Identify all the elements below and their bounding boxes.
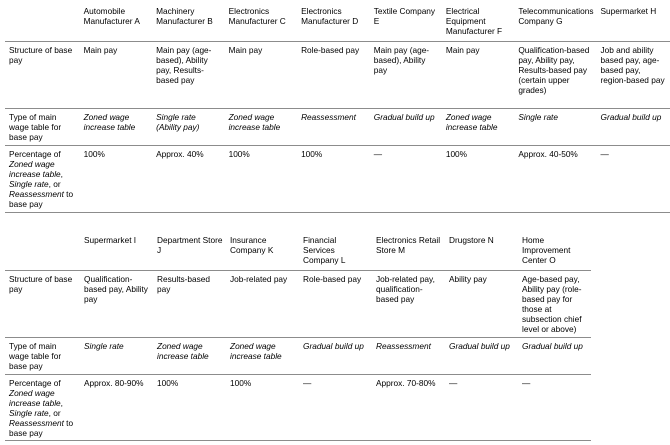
structure-cell: Qualification-based pay, Ability pay, Results-based pay (certain upper grades): [514, 41, 596, 108]
company-header: Department Store J: [157, 235, 223, 255]
company-header: Supermarket I: [84, 235, 137, 245]
structure-cell: Job-related pay: [226, 270, 299, 337]
company-header: Home Improvement Center O: [522, 235, 571, 265]
row-label-type: Type of main wage table for base pay: [5, 337, 80, 374]
label-part: Reassessment: [9, 417, 64, 428]
percentage-cell: —: [596, 145, 670, 212]
header-empty-cell: [5, 232, 80, 270]
row-label-structure: Structure of base pay: [5, 41, 80, 108]
structure-cell: Job and ability based pay, age-based pay, region-based pay: [596, 41, 670, 108]
type-cell: Single rate: [80, 337, 153, 374]
type-cell: Gradual build up: [445, 337, 518, 374]
type-cell: Reassessment: [372, 337, 445, 374]
company-header: Insurance Company K: [230, 235, 274, 255]
percentage-cell: Approx. 80-90%: [80, 374, 153, 440]
label-part: , or: [48, 178, 61, 189]
type-cell: Single rate (Ability pay): [152, 108, 224, 145]
percentage-row: [5, 374, 591, 440]
percentage-cell: 100%: [297, 145, 370, 212]
type-cell: Gradual build up: [596, 108, 670, 145]
percentage-cell: Approx. 70-80%: [372, 374, 445, 440]
label-part: ,: [60, 397, 63, 408]
percentage-cell: Approx. 40-50%: [514, 145, 596, 212]
header-empty-cell: [5, 3, 80, 41]
type-cell: Single rate: [514, 108, 596, 145]
percentage-row: [5, 145, 670, 212]
type-row: [5, 337, 591, 374]
structure-cell: Main pay (age-based), Ability pay: [370, 41, 442, 108]
row-label-percentage: [5, 145, 80, 212]
wage-table-2: [5, 232, 591, 441]
type-cell: Gradual build up: [370, 108, 442, 145]
row-label-type: Type of main wage table for base pay: [5, 108, 80, 145]
structure-cell: Main pay: [80, 41, 152, 108]
company-header: Supermarket H: [600, 6, 657, 16]
structure-cell: Job-related pay, qualification-based pay: [372, 270, 445, 337]
structure-cell: Age-based pay, Ability pay (role-based pay for those at subsection chief level or above): [518, 270, 591, 337]
percentage-cell: —: [299, 374, 372, 440]
structure-cell: Role-based pay: [299, 270, 372, 337]
header-row: [5, 232, 591, 270]
label-part: to base pay: [9, 188, 74, 209]
percentage-cell: 100%: [226, 374, 299, 440]
percentage-cell: 100%: [80, 145, 152, 212]
structure-cell: Main pay (age-based), Ability pay, Results-based pay: [152, 41, 224, 108]
percentage-cell: —: [370, 145, 442, 212]
label-part: Percentage of: [9, 148, 61, 159]
label-part: to base pay: [9, 417, 74, 438]
label-part: Reassessment: [9, 188, 64, 199]
company-header: Electronics Retail Store M: [376, 235, 441, 255]
structure-row: [5, 41, 670, 108]
structure-cell: Qualification-based pay, Ability pay: [80, 270, 153, 337]
type-cell: Zoned wage increase table: [226, 337, 299, 374]
row-label-percentage: [5, 374, 80, 440]
label-part: Single rate: [9, 407, 49, 418]
structure-cell: Main pay: [442, 41, 514, 108]
type-cell: Zoned wage increase table: [80, 108, 152, 145]
structure-cell: Role-based pay: [297, 41, 370, 108]
type-cell: Zoned wage increase table: [225, 108, 297, 145]
percentage-cell: 100%: [153, 374, 226, 440]
structure-cell: Results-based pay: [153, 270, 226, 337]
label-part: ,: [60, 168, 63, 179]
type-cell: Zoned wage increase table: [153, 337, 226, 374]
header-row: [5, 3, 670, 41]
company-header: Electronics Manufacturer D: [301, 6, 359, 26]
type-cell: Gradual build up: [299, 337, 372, 374]
percentage-cell: —: [445, 374, 518, 440]
type-cell: Zoned wage increase table: [442, 108, 514, 145]
company-header: Electronics Manufacturer C: [228, 6, 286, 26]
structure-row: [5, 270, 591, 337]
type-row: [5, 108, 670, 145]
company-header: Telecommunications Company G: [518, 6, 594, 26]
company-header: Financial Services Company L: [303, 235, 346, 265]
label-part: Percentage of: [9, 377, 61, 388]
company-header: Drugstore N: [449, 235, 494, 245]
type-cell: Gradual build up: [518, 337, 591, 374]
company-header: Automobile Manufacturer A: [83, 6, 140, 26]
percentage-cell: —: [518, 374, 591, 440]
company-header: Textile Company E: [373, 6, 436, 26]
percentage-cell: 100%: [442, 145, 514, 212]
structure-cell: Main pay: [225, 41, 297, 108]
row-label-structure: Structure of base pay: [5, 270, 80, 337]
wage-table-1: [5, 3, 670, 213]
company-header: Machinery Manufacturer B: [156, 6, 213, 26]
type-cell: Reassessment: [297, 108, 370, 145]
label-part: Single rate: [9, 178, 49, 189]
structure-cell: Ability pay: [445, 270, 518, 337]
label-part: Zoned wage increase table: [9, 158, 61, 179]
percentage-cell: Approx. 40%: [152, 145, 224, 212]
label-part: Zoned wage increase table: [9, 387, 61, 408]
company-header: Electrical Equipment Manufacturer F: [445, 6, 503, 36]
percentage-cell: 100%: [225, 145, 297, 212]
label-part: , or: [48, 407, 61, 418]
